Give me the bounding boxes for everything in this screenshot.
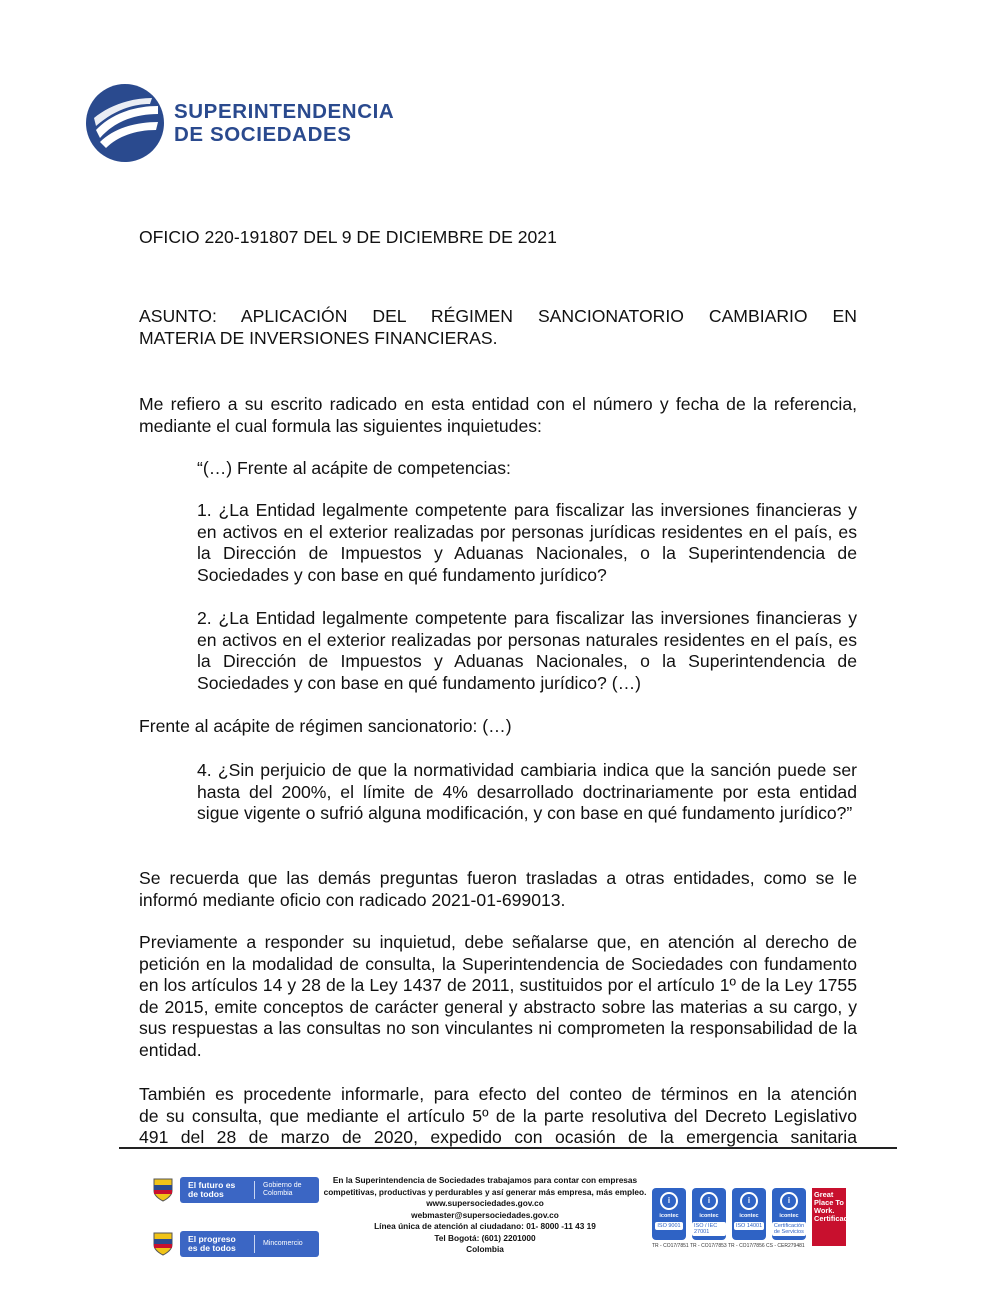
cert-standard: Certificación de Servicios (773, 1223, 805, 1235)
section-2-heading: Frente al acápite de régimen sancionatorio: (…) (139, 716, 512, 736)
logo-line-2: DE SOCIEDADES (174, 123, 352, 146)
cert-standard: ISO 9001 (657, 1223, 681, 1229)
great-place-to-work-badge: Great Place To Work. Certificado (812, 1188, 846, 1246)
gov-badge-progreso (152, 1229, 319, 1259)
cert-name: icontec (699, 1213, 719, 1219)
footer-contact (300, 1175, 670, 1256)
question-1: 1. ¿La Entidad legalmente competente para fiscalizar las inversiones financieras y en activos en el exterior realizadas por personas jurídicas residentes en el país, es la Dirección de Impuestos y Aduanas Nacionales, o la Superintendencia de Sociedades y con base en qué fundamento jurídico? (197, 500, 857, 585)
transfer-paragraph: Se recuerda que las demás preguntas fueron trasladas a otras entidades, como se le informó mediante oficio con radicado 2021-01-699013. (139, 868, 857, 910)
icontec-icon: i (660, 1192, 678, 1210)
cert-badge (652, 1188, 686, 1240)
question-2: 2. ¿La Entidad legalmente competente para fiscalizar las inversiones financieras y en activos en el exterior realizadas por personas naturales residentes en el país, es la Dirección de Impuestos y Aduanas Nacionales, o la Superintendencia de Sociedades y con base en qué fundamento jurídico? (…) (197, 608, 857, 693)
also-line-2: de su consulta, que mediante el artículo 5º de la parte resolutiva del Decreto Legislativo (139, 1105, 857, 1126)
document-reference: OFICIO 220-191807 DEL 9 DE DICIEMBRE DE 2021 (139, 227, 557, 247)
footer-mission-line-2: competitivas, productivas y perdurables y así generar más empresa, más empleo. (323, 1186, 647, 1197)
cert-name: icontec (659, 1213, 679, 1219)
cert-standard: ISO 14001 (735, 1223, 763, 1229)
also-line-1: También es procedente informarle, para efecto del conteo de términos en la atención (139, 1084, 857, 1104)
icontec-icon: i (780, 1192, 798, 1210)
subject-line-1: ASUNTO: APLICACIÓN DEL RÉGIMEN SANCIONATORIO CAMBIARIO EN (139, 306, 857, 326)
cert-standard: ISO / IEC 27001 (692, 1222, 726, 1236)
question-4: 4. ¿Sin perjuicio de que la normatividad cambiaria indica que la sanción puede ser hasta del 200%, el límite de 4% desarrollado doctrinariamente por esta entidad sigue vigente o sufrió alguna modificación, y con base en qué fundamento jurídico?” (197, 760, 857, 824)
gov-pill-progreso (180, 1231, 319, 1257)
colombia-shield-icon (152, 1231, 174, 1257)
cert-name: icontec (739, 1213, 759, 1219)
gov-entity-gobierno: Gobierno de Colombia (263, 1182, 302, 1197)
footer-phone: Tel Bogotá: (601) 2201000 (434, 1232, 536, 1243)
previous-paragraph: Previamente a responder su inquietud, debe señalarse que, en atención al derecho de petición en la modalidad de consulta, la Superintendencia de Sociedades con fundamento en los artículos 14 y 28 de la Ley 1437 de 2011, sustituidos por el artículo 1º de la Ley 1755 de 2015, emite conceptos de carácter general y abstracto sobre las materias a su cargo, y sus respuestas a las consultas no son vinculantes ni comprometen la responsabilidad de la entidad. (139, 932, 857, 1060)
gov-badge-futuro (152, 1175, 319, 1205)
cert-badge (772, 1188, 806, 1240)
also-line-3: 491 del 28 de marzo de 2020, expedido con ocasión de la emergencia sanitaria (139, 1127, 857, 1148)
subject-line-2: MATERIA DE INVERSIONES FINANCIERAS. (139, 327, 498, 348)
cert-name: icontec (779, 1213, 799, 1219)
gov-entity-mincomercio: Mincomercio (263, 1240, 303, 1247)
document-subject (139, 306, 857, 349)
footer-hotline: Línea única de atención al ciudadano: 01- 8000 -11 43 19 (374, 1221, 596, 1231)
gov-pill-futuro (180, 1177, 319, 1203)
footer-website-link[interactable]: www.supersociedades.gov.co (426, 1198, 544, 1208)
colombia-shield-icon (152, 1177, 174, 1203)
icontec-icon: i (740, 1192, 758, 1210)
icontec-icon: i (700, 1192, 718, 1210)
also-paragraph (139, 1084, 857, 1148)
quote-heading: “(…) Frente al acápite de competencias: (197, 458, 511, 478)
footer-mission-line-1: En la Superintendencia de Sociedades trabajamos para contar con empresas (332, 1175, 638, 1185)
intro-paragraph: Me refiero a su escrito radicado en esta entidad con el número y fecha de la referencia, mediante el cual formula las siguientes inquietudes: (139, 394, 857, 436)
certification-badges (652, 1188, 853, 1246)
footer-country: Colombia (466, 1244, 504, 1254)
logo-line-1: SUPERINTENDENCIA (174, 100, 395, 123)
certification-codes: TR - CO17/7851 TR - CO17/7853 TR - CO17/7856 CS - CER279481 (652, 1243, 805, 1249)
footer-email-link[interactable]: webmaster@supersociedades.gov.co (411, 1209, 559, 1220)
gov-slogan-progreso: El progreso es de todos (180, 1235, 255, 1253)
cert-badge (692, 1188, 726, 1240)
gov-slogan-futuro: El futuro es de todos (180, 1181, 255, 1199)
cert-badge (732, 1188, 766, 1240)
footer-divider (119, 1147, 897, 1149)
